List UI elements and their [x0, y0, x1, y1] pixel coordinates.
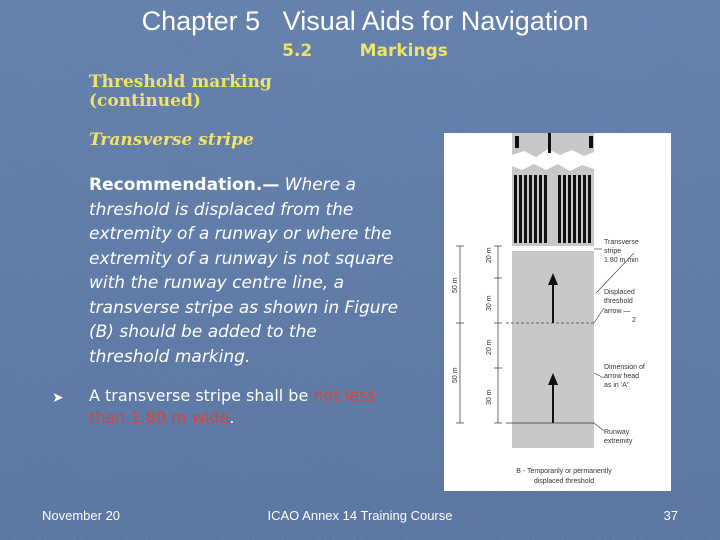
- footer-date: November 20: [42, 508, 121, 523]
- label-runway-1: Runway: [604, 429, 630, 436]
- figure-caption-2: displaced threshold: [533, 478, 595, 485]
- footer-course: ICAO Annex 14 Training Course: [267, 508, 453, 523]
- recommendation-paragraph: [89, 173, 399, 369]
- dimension-lines: [456, 246, 502, 423]
- figure-svg: [444, 133, 671, 491]
- recommendation-text: Where a threshold is displaced from the extremity of a runway or where the extremity of a runway is not square with the runway centre line, a transverse stripe as shown in Figure (B) should be added to the threshold marking.: [89, 175, 399, 367]
- slide-subtitle: 5.2 Markings: [282, 41, 448, 61]
- bullet-arrow-icon: ➤: [52, 390, 64, 406]
- label-dimension-3: as in 'A': [604, 382, 629, 389]
- bullet-item: [89, 385, 389, 429]
- label-transverse-2: stripe: [604, 248, 622, 255]
- bullet-highlight: not less than 1.80 m wide: [89, 386, 376, 427]
- figure-caption-1: B - Temporarily or permanently: [516, 468, 612, 475]
- section-title: [89, 73, 272, 111]
- dim-label-30a: 30 m: [486, 295, 493, 311]
- label-dimension-2: arrow head: [604, 373, 640, 380]
- section-title-line-1: Threshold marking: [89, 72, 272, 92]
- dim-label-50a: 50 m: [452, 277, 459, 293]
- bullet-suffix: .: [229, 408, 235, 427]
- transverse-stripe: [512, 246, 594, 251]
- leader-lines: [594, 249, 634, 431]
- label-displaced-2: threshold: [604, 298, 633, 305]
- figure-displaced-threshold: [444, 133, 671, 491]
- stripe-heading: Transverse stripe: [89, 130, 254, 150]
- edge-mark-left: [515, 136, 519, 148]
- edge-mark-right: [589, 136, 593, 148]
- centreline-top: [548, 133, 551, 153]
- label-displaced-1: Displaced: [604, 289, 635, 296]
- slide-title: Chapter 5 Visual Aids for Navigation: [141, 6, 589, 36]
- label-transverse-3: 1.80 m min: [604, 257, 639, 264]
- label-arrow-1: arrow —: [604, 308, 631, 315]
- label-transverse-1: Transverse: [604, 239, 639, 246]
- label-runway-2: extremity: [604, 438, 633, 445]
- recommendation-lead: Recommendation.—: [89, 175, 280, 195]
- dim-label-30b: 30 m: [486, 389, 493, 405]
- label-dimension-1: Dimension of: [604, 364, 645, 371]
- section-title-line-2: (continued): [89, 91, 201, 111]
- dim-label-50b: 50 m: [452, 367, 459, 383]
- bullet-prefix: A transverse stripe shall be: [89, 386, 314, 405]
- label-arrow-2: 2: [632, 317, 636, 324]
- dim-label-20a: 20 m: [486, 247, 493, 263]
- footer-page-number: 37: [663, 508, 678, 523]
- dim-label-20b: 20 m: [486, 339, 493, 355]
